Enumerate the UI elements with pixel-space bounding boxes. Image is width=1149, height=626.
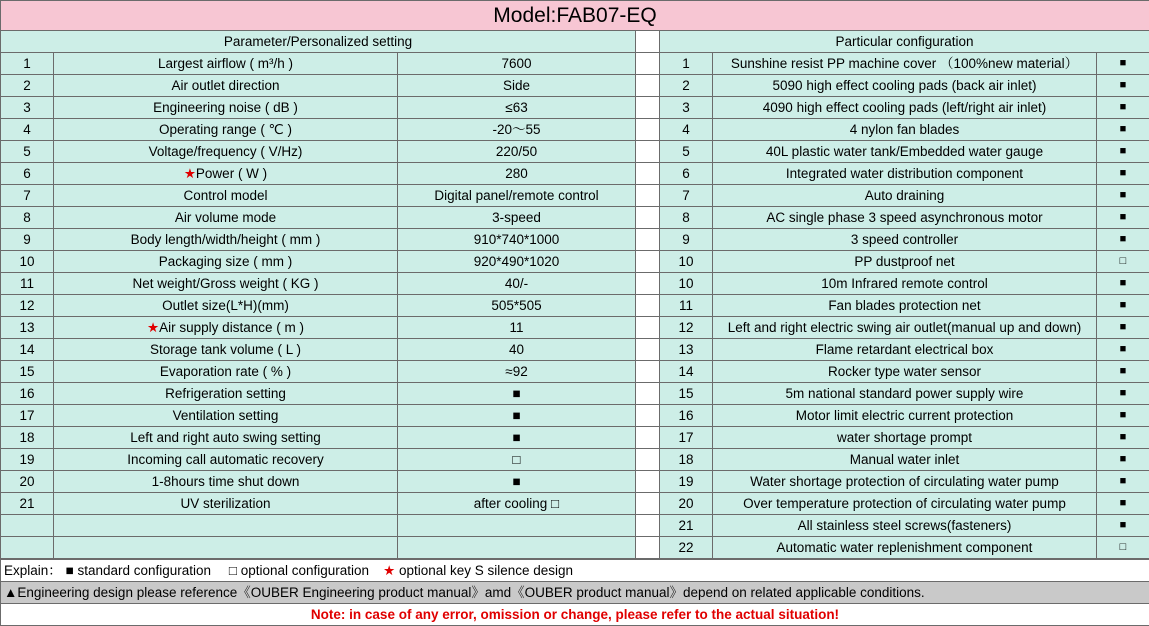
left-row-number: 17	[1, 405, 54, 427]
right-config-item: Left and right electric swing air outlet(manual up and down)	[713, 317, 1097, 339]
gap-cell	[636, 317, 660, 339]
left-param-name	[54, 273, 398, 295]
left-row-number	[1, 537, 54, 559]
left-row-number: 1	[1, 53, 54, 75]
left-param-name	[54, 251, 398, 273]
left-row-number: 21	[1, 493, 54, 515]
left-param-name	[54, 427, 398, 449]
left-param-name	[54, 163, 398, 185]
right-row-number: 4	[660, 119, 713, 141]
spec-row	[1, 141, 1149, 163]
right-row-number: 18	[660, 449, 713, 471]
explain-row	[1, 560, 1149, 582]
spec-row	[1, 427, 1149, 449]
right-config-item: Rocker type water sensor	[713, 361, 1097, 383]
model-title: Model:FAB07-EQ	[1, 1, 1149, 31]
left-param-name	[54, 75, 398, 97]
spec-row	[1, 229, 1149, 251]
right-config-item: Flame retardant electrical box	[713, 339, 1097, 361]
left-param-value: 505*505	[398, 295, 636, 317]
left-param-value: ■	[398, 383, 636, 405]
right-config-mark: ■	[1097, 427, 1149, 449]
right-config-mark: □	[1097, 251, 1149, 273]
left-param-value: 220/50	[398, 141, 636, 163]
right-config-item: 5m national standard power supply wire	[713, 383, 1097, 405]
left-row-number: 14	[1, 339, 54, 361]
gap-cell	[636, 295, 660, 317]
gap-cell	[636, 537, 660, 559]
left-param-name	[54, 361, 398, 383]
left-param-name	[54, 493, 398, 515]
left-row-number: 12	[1, 295, 54, 317]
left-row-number: 5	[1, 141, 54, 163]
left-param-name	[54, 405, 398, 427]
left-param-name	[54, 207, 398, 229]
left-param-value: 920*490*1020	[398, 251, 636, 273]
left-param-name	[54, 383, 398, 405]
right-config-mark: ■	[1097, 317, 1149, 339]
left-row-number: 6	[1, 163, 54, 185]
spec-row	[1, 493, 1149, 515]
right-config-item: 10m Infrared remote control	[713, 273, 1097, 295]
left-row-number: 11	[1, 273, 54, 295]
gap-cell	[636, 207, 660, 229]
legend-optional: □ optional configuration	[229, 563, 369, 578]
left-row-number: 18	[1, 427, 54, 449]
left-param-name	[54, 53, 398, 75]
param-label: UV sterilization	[180, 496, 270, 511]
left-param-value: ≈92	[398, 361, 636, 383]
left-param-name	[54, 119, 398, 141]
legend-standard: ■ standard configuration	[66, 563, 212, 578]
gap-cell	[636, 273, 660, 295]
param-label: Air supply distance ( m )	[159, 320, 304, 335]
left-param-name	[54, 537, 398, 559]
right-config-mark: ■	[1097, 405, 1149, 427]
left-row-number: 10	[1, 251, 54, 273]
param-label: Largest airflow ( m³/h )	[158, 56, 293, 71]
right-config-item: All stainless steel screws(fasteners)	[713, 515, 1097, 537]
left-row-number	[1, 515, 54, 537]
gap-cell	[636, 361, 660, 383]
left-param-name	[54, 471, 398, 493]
param-label: Engineering noise ( dB )	[153, 100, 298, 115]
left-param-name	[54, 97, 398, 119]
left-param-name	[54, 141, 398, 163]
param-label: Storage tank volume ( L )	[150, 342, 301, 357]
gap-cell	[636, 119, 660, 141]
right-row-number: 20	[660, 493, 713, 515]
right-config-mark: ■	[1097, 339, 1149, 361]
spec-row	[1, 339, 1149, 361]
spec-row	[1, 273, 1149, 295]
right-row-number: 9	[660, 229, 713, 251]
right-config-item: Sunshine resist PP machine cover （100%new material）	[713, 53, 1097, 75]
right-config-item: water shortage prompt	[713, 427, 1097, 449]
spec-row	[1, 383, 1149, 405]
right-config-mark: ■	[1097, 449, 1149, 471]
legend-silence: optional key S silence design	[399, 563, 573, 578]
left-param-name	[54, 317, 398, 339]
right-config-mark: ■	[1097, 163, 1149, 185]
left-param-name	[54, 229, 398, 251]
gap-cell	[636, 405, 660, 427]
right-row-number: 15	[660, 383, 713, 405]
spec-row	[1, 251, 1149, 273]
left-param-value: 280	[398, 163, 636, 185]
gap-cell	[636, 515, 660, 537]
right-config-mark: ■	[1097, 383, 1149, 405]
param-label: Incoming call automatic recovery	[127, 452, 324, 467]
gap-cell	[636, 229, 660, 251]
left-param-value: after cooling □	[398, 493, 636, 515]
explain-label: Explain：	[4, 563, 62, 578]
left-param-value: 910*740*1000	[398, 229, 636, 251]
right-row-number: 10	[660, 273, 713, 295]
left-row-number: 19	[1, 449, 54, 471]
right-config-mark: ■	[1097, 273, 1149, 295]
right-config-item: 4 nylon fan blades	[713, 119, 1097, 141]
left-row-number: 20	[1, 471, 54, 493]
gap-cell	[636, 31, 660, 53]
param-label: Ventilation setting	[173, 408, 279, 423]
left-row-number: 4	[1, 119, 54, 141]
spec-row	[1, 163, 1149, 185]
spec-row	[1, 119, 1149, 141]
gap-cell	[636, 163, 660, 185]
right-config-mark: ■	[1097, 97, 1149, 119]
left-param-value: 11	[398, 317, 636, 339]
param-label: Outlet size(L*H)(mm)	[162, 298, 289, 313]
spec-row	[1, 449, 1149, 471]
spec-row	[1, 405, 1149, 427]
param-label: Evaporation rate ( % )	[160, 364, 291, 379]
left-param-value: ■	[398, 471, 636, 493]
left-section-header: Parameter/Personalized setting	[1, 31, 636, 53]
right-config-mark: ■	[1097, 53, 1149, 75]
spec-row	[1, 295, 1149, 317]
right-row-number: 10	[660, 251, 713, 273]
param-label: Left and right auto swing setting	[130, 430, 321, 445]
gap-cell	[636, 97, 660, 119]
footer-table	[0, 559, 1149, 626]
right-config-mark: ■	[1097, 207, 1149, 229]
right-row-number: 1	[660, 53, 713, 75]
param-label: 1-8hours time shut down	[152, 474, 300, 489]
star-icon: ★	[383, 563, 395, 578]
star-icon: ★	[147, 320, 159, 335]
param-label: Refrigeration setting	[165, 386, 286, 401]
right-config-item: Water shortage protection of circulating water pump	[713, 471, 1097, 493]
right-config-item: PP dustproof net	[713, 251, 1097, 273]
left-param-name	[54, 515, 398, 537]
engineering-note: ▲Engineering design please reference《OUBER Engineering product manual》amd《OUBER product manual》depend on related applicable conditions.	[1, 582, 1149, 604]
gap-cell	[636, 493, 660, 515]
left-param-name	[54, 449, 398, 471]
right-config-mark: ■	[1097, 295, 1149, 317]
spec-row	[1, 317, 1149, 339]
right-section-header: Particular configuration	[660, 31, 1149, 53]
spec-row	[1, 207, 1149, 229]
right-row-number: 5	[660, 141, 713, 163]
right-row-number: 17	[660, 427, 713, 449]
left-row-number: 9	[1, 229, 54, 251]
left-param-value: 7600	[398, 53, 636, 75]
right-config-mark: ■	[1097, 185, 1149, 207]
gap-cell	[636, 251, 660, 273]
left-row-number: 3	[1, 97, 54, 119]
right-config-mark: ■	[1097, 141, 1149, 163]
spec-row	[1, 75, 1149, 97]
right-row-number: 13	[660, 339, 713, 361]
spec-row	[1, 471, 1149, 493]
left-param-value	[398, 537, 636, 559]
left-param-value: Side	[398, 75, 636, 97]
left-param-value: Digital panel/remote control	[398, 185, 636, 207]
gap-cell	[636, 53, 660, 75]
right-config-mark: ■	[1097, 119, 1149, 141]
gap-cell	[636, 339, 660, 361]
right-row-number: 22	[660, 537, 713, 559]
right-config-item: 40L plastic water tank/Embedded water gauge	[713, 141, 1097, 163]
gap-cell	[636, 141, 660, 163]
spec-row	[1, 97, 1149, 119]
spec-row	[1, 53, 1149, 75]
right-config-item: Integrated water distribution component	[713, 163, 1097, 185]
right-config-mark: ■	[1097, 75, 1149, 97]
right-row-number: 12	[660, 317, 713, 339]
right-row-number: 11	[660, 295, 713, 317]
right-config-item: Manual water inlet	[713, 449, 1097, 471]
param-label: Voltage/frequency ( V/Hz)	[149, 144, 303, 159]
param-label: Air outlet direction	[171, 78, 279, 93]
left-param-value: ■	[398, 427, 636, 449]
param-label: Body length/width/height ( mm )	[131, 232, 321, 247]
right-config-item: AC single phase 3 speed asynchronous motor	[713, 207, 1097, 229]
gap-cell	[636, 427, 660, 449]
left-param-value: □	[398, 449, 636, 471]
left-param-value	[398, 515, 636, 537]
right-config-mark: □	[1097, 537, 1149, 559]
param-label: Power ( W )	[196, 166, 267, 181]
right-config-item: Auto draining	[713, 185, 1097, 207]
right-config-mark: ■	[1097, 471, 1149, 493]
right-row-number: 2	[660, 75, 713, 97]
gap-cell	[636, 185, 660, 207]
right-row-number: 6	[660, 163, 713, 185]
param-label: Control model	[183, 188, 267, 203]
left-param-name	[54, 295, 398, 317]
title-row	[1, 1, 1149, 31]
right-config-item: Motor limit electric current protection	[713, 405, 1097, 427]
right-row-number: 3	[660, 97, 713, 119]
param-label: Air volume mode	[175, 210, 276, 225]
right-row-number: 19	[660, 471, 713, 493]
left-row-number: 8	[1, 207, 54, 229]
right-config-item: 3 speed controller	[713, 229, 1097, 251]
gap-cell	[636, 449, 660, 471]
right-row-number: 16	[660, 405, 713, 427]
right-config-item: Over temperature protection of circulating water pump	[713, 493, 1097, 515]
left-param-value: ≤63	[398, 97, 636, 119]
left-param-value: 40/-	[398, 273, 636, 295]
right-row-number: 7	[660, 185, 713, 207]
gap-cell	[636, 383, 660, 405]
right-config-mark: ■	[1097, 493, 1149, 515]
bottom-note-row	[1, 604, 1149, 626]
left-param-name	[54, 185, 398, 207]
left-param-value: 3-speed	[398, 207, 636, 229]
right-config-item: 5090 high effect cooling pads (back air inlet)	[713, 75, 1097, 97]
right-config-item: 4090 high effect cooling pads (left/right air inlet)	[713, 97, 1097, 119]
left-row-number: 16	[1, 383, 54, 405]
section-header-row	[1, 31, 1149, 53]
left-row-number: 2	[1, 75, 54, 97]
spec-row	[1, 185, 1149, 207]
left-param-name	[54, 339, 398, 361]
param-label: Packaging size ( mm )	[159, 254, 293, 269]
right-row-number: 21	[660, 515, 713, 537]
left-row-number: 13	[1, 317, 54, 339]
right-config-item: Automatic water replenishment component	[713, 537, 1097, 559]
star-icon: ★	[184, 166, 196, 181]
right-row-number: 14	[660, 361, 713, 383]
spec-row	[1, 537, 1149, 559]
right-config-item: Fan blades protection net	[713, 295, 1097, 317]
left-param-value: ■	[398, 405, 636, 427]
param-label: Operating range ( ℃ )	[159, 122, 292, 137]
right-config-mark: ■	[1097, 361, 1149, 383]
left-param-value: 40	[398, 339, 636, 361]
right-config-mark: ■	[1097, 515, 1149, 537]
engineering-note-row	[1, 582, 1149, 604]
spec-row	[1, 361, 1149, 383]
param-label: Net weight/Gross weight ( KG )	[132, 276, 318, 291]
bottom-note: Note: in case of any error, omission or change, please refer to the actual situation!	[1, 604, 1149, 626]
left-row-number: 7	[1, 185, 54, 207]
gap-cell	[636, 75, 660, 97]
spec-row	[1, 515, 1149, 537]
right-config-mark: ■	[1097, 229, 1149, 251]
right-row-number: 8	[660, 207, 713, 229]
left-param-value: -20～55	[398, 119, 636, 141]
left-row-number: 15	[1, 361, 54, 383]
gap-cell	[636, 471, 660, 493]
